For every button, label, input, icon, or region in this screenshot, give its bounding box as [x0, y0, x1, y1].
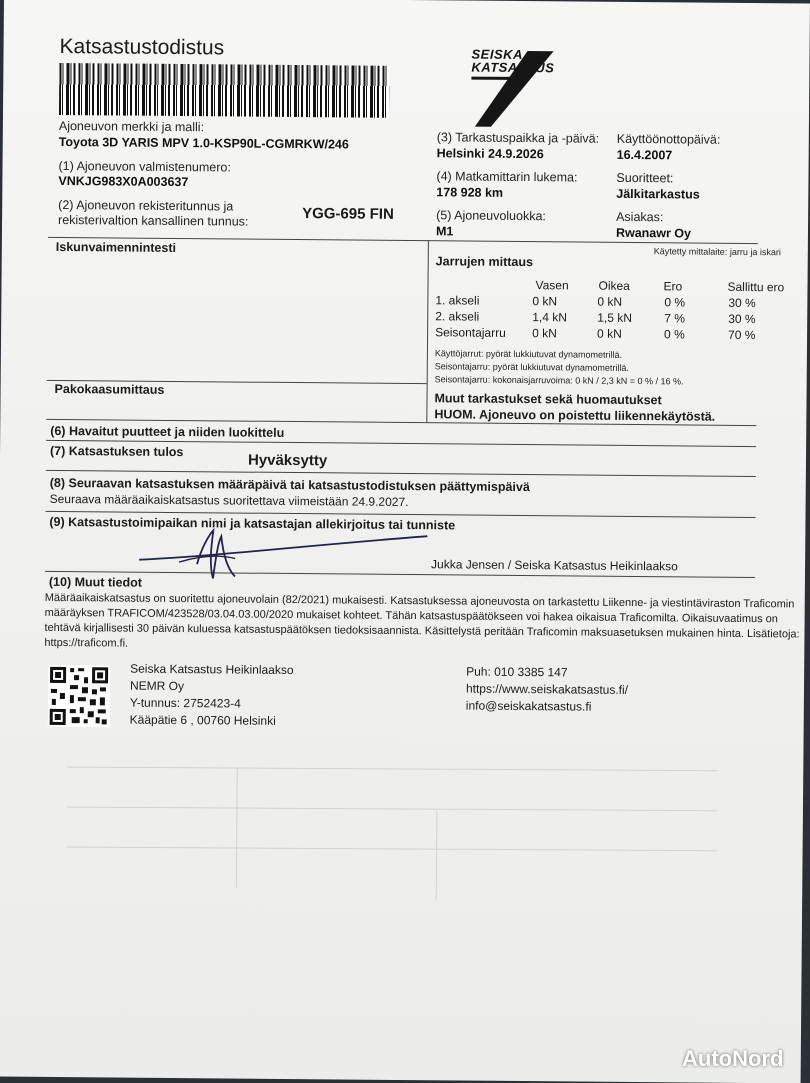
other-info-line: määräyksen TRAFICOM/423528/03.04.03.00/2020 mukaiset kohteet. Tähän katsastuspäätökseen voi hakea oikaisua Traficomilta. Oikaisuvaatimus on: [44, 606, 779, 626]
result-value: Hyväksytty: [247, 451, 328, 470]
brake-note: Seisontajarru: pyörät lukkiutuvat dynamometrillä.: [434, 361, 629, 373]
odometer-value: 178 928 km: [436, 185, 504, 200]
brake-cell: 30 %: [728, 295, 756, 311]
other-info-line: Määräaikaiskatsastus on suoritettu ajoneuvolain (82/2021) mukaisesti. Katsastuksessa ajoneuvosta on tarkastettu Liikenne- ja viestintäviraston Traficomin: [44, 591, 795, 611]
odometer-label: (4) Matkamittarin lukema:: [436, 169, 578, 185]
brake-header-diff: Ero: [663, 279, 683, 294]
vin-label: (1) Ajoneuvon valmistenumero:: [58, 158, 231, 175]
shock-test-heading: Iskunvaimennintesti: [55, 239, 177, 255]
other-info-line: https://traficom.fi.: [44, 636, 129, 650]
paper-show-through: [55, 737, 738, 1043]
next-inspection-text: Seuraava määräaikaiskatsastus suoritettava viimeistään 24.9.2027.: [49, 491, 409, 510]
company-email: info@seiskakatsastus.fi: [465, 698, 592, 714]
remarks-heading: Muut tarkastukset sekä huomautukset: [434, 391, 662, 408]
qr-code: [48, 665, 111, 728]
performed-value: Jälkitarkastus: [616, 186, 700, 202]
seiska-logo: [471, 47, 556, 130]
brake-header-left: Vasen: [535, 278, 569, 293]
signature: [139, 524, 430, 587]
other-info-text: [44, 591, 800, 658]
brake-cell: 70 %: [728, 327, 756, 343]
make-model-value: Toyota 3D YARIS MPV 1.0-KSP90L-CGMRKW/246: [58, 134, 349, 152]
brake-note: Käyttöjarrut: pyörät lukkiutuvat dynamometrillä.: [434, 348, 623, 360]
result-label: (7) Katsastuksen tulos: [49, 443, 184, 460]
deploy-value: 16.4.2007: [616, 147, 673, 163]
company-legal: NEMR Oy: [129, 678, 185, 694]
brakes-heading: Jarrujen mittaus: [435, 254, 534, 270]
other-info-line: tehtävä kirjallisesti 30 päivän kuluessa katsastuspäätöksen tiedoksisaannista. Käsittelystä peritään Traficomin maksuasetuksen mukainen hinta. Lisätietoja:: [44, 621, 800, 641]
signature-heading: (9) Katsastustoimipaikan nimi ja katsastajan allekirjoitus tai tunniste: [49, 514, 456, 533]
brake-cell: 0 kN: [597, 326, 622, 341]
customer-value: Rwanawr Oy: [615, 225, 692, 241]
class-label: (5) Ajoneuvoluokka:: [436, 208, 546, 224]
brake-cell: 1,4 kN: [532, 310, 567, 325]
brake-header-allowed: Sallittu ero: [727, 279, 785, 295]
company-address: Kääpätie 6 , 00760 Helsinki: [129, 712, 276, 728]
registration-value: YGG-695 FIN: [302, 205, 394, 223]
exhaust-heading: Pakokaasumittaus: [54, 381, 165, 397]
company-name: Seiska Katsastus Heikinlaakso: [130, 661, 294, 678]
place-value: Helsinki 24.9.2026: [436, 146, 544, 162]
brake-device-note: Käytetty mittalaite: jarru ja iskari: [653, 246, 781, 258]
autonord-watermark: AutoNord: [682, 1046, 784, 1071]
place-label: (3) Tarkastuspaikka ja -päivä:: [436, 130, 600, 146]
logo-slash-icon: [471, 47, 556, 130]
deploy-label: Käyttöönottopäivä:: [616, 131, 721, 147]
inspector-name: Jukka Jensen / Seiska Katsastus Heikinlaakso: [431, 557, 678, 574]
brake-cell: 0 kN: [532, 294, 558, 309]
other-info-heading: (10) Muut tiedot: [48, 574, 143, 590]
reg-label-1: (2) Ajoneuvon rekisteritunnus ja: [58, 197, 234, 214]
brake-cell: 1,5 kN: [597, 310, 632, 325]
brake-cell: 0 %: [664, 327, 685, 342]
brake-cell: 0 kN: [597, 294, 623, 309]
barcode: [59, 63, 389, 118]
company-website: https://www.seiskakatsastus.fi/: [465, 681, 629, 697]
brake-row-label: 1. akseli: [435, 293, 480, 308]
performed-label: Suoritteet:: [616, 170, 674, 186]
document-title: Katsastustodistus: [59, 34, 225, 60]
defects-heading: (6) Havaitut puutteet ja niiden luokittelu: [50, 423, 285, 440]
brake-row-label: Seisontajarru: [435, 325, 506, 340]
logo-line-2: KATSASTUS: [471, 59, 555, 76]
brake-cell: 7 %: [664, 311, 685, 326]
logo-line-1: SEISKA: [471, 46, 524, 63]
brake-note: Seisontajarru: kokonaisjarruvoima: 0 kN / 2,3 kN = 0 % / 16 %.: [434, 374, 684, 387]
vin-value: VNKJG983X0A003637: [58, 173, 189, 190]
customer-label: Asiakas:: [616, 209, 664, 225]
brake-header-right: Oikea: [598, 278, 630, 293]
class-value: M1: [435, 224, 454, 239]
brake-cell: 30 %: [728, 311, 756, 327]
remarks-text: HUOM. Ajoneuvo on poistettu liikennekäytöstä.: [434, 407, 716, 424]
make-model-label: Ajoneuvon merkki ja malli:: [58, 118, 205, 135]
company-ytunnus: Y-tunnus: 2752423-4: [129, 695, 241, 711]
divider-vertical: [426, 240, 429, 422]
brake-cell: 0 kN: [532, 326, 557, 341]
company-phone: Puh: 010 3385 147: [466, 664, 568, 680]
next-inspection-heading: (8) Seuraavan katsastuksen määräpäivä tai katsastustodistuksen päättymispäivä: [49, 475, 530, 495]
brake-cell: 0 %: [664, 295, 686, 310]
reg-label-2: rekisterivaltion kansallinen tunnus:: [58, 212, 249, 229]
brake-row-label: 2. akseli: [435, 309, 480, 324]
